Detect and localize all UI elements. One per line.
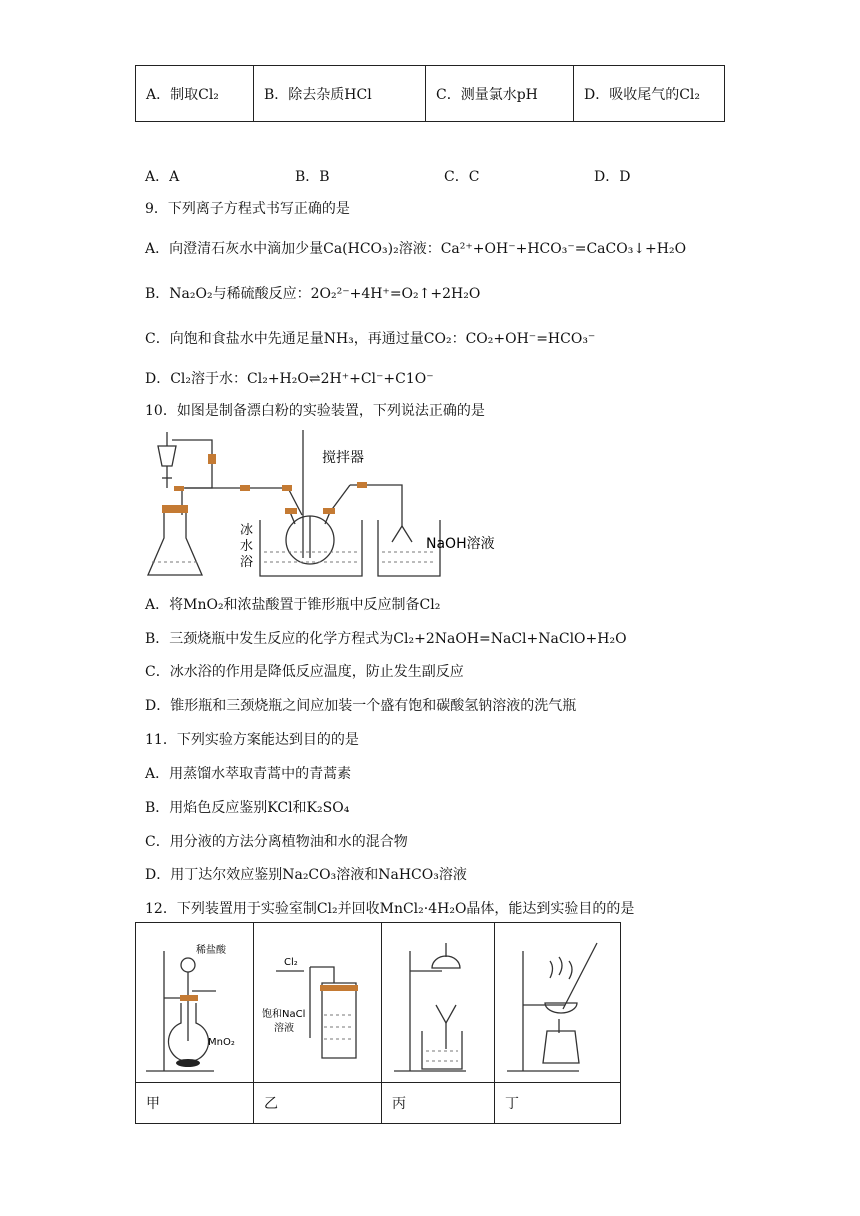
q8-option-table <box>135 65 725 122</box>
q10-option-c[interactable]: C．冰水浴的作用是降低反应温度，防止发生副反应 <box>145 664 464 680</box>
q11-option-d[interactable]: D．用丁达尔效应鉴别Na₂CO₃溶液和NaHCO₃溶液 <box>145 867 467 883</box>
gas-washing-bottle-figure <box>254 923 381 1078</box>
q12-apparatus-table <box>135 922 621 1124</box>
ice-bath-label-2: 水 <box>240 539 254 554</box>
apparatus-ding-cell <box>495 923 621 1083</box>
label-yi: 乙 <box>254 1083 382 1124</box>
label-jia: 甲 <box>136 1083 254 1124</box>
solution-label: 溶液 <box>274 1023 294 1034</box>
label-ding: 丁 <box>495 1083 621 1124</box>
q11-option-a[interactable]: A．用蒸馏水萃取青蒿中的青蒿素 <box>145 766 352 782</box>
bleach-apparatus-figure <box>140 430 530 585</box>
cl2-label: Cl₂ <box>284 957 298 968</box>
chlorine-generator-figure <box>136 923 253 1078</box>
q11-option-b[interactable]: B．用焰色反应鉴别KCl和K₂SO₄ <box>145 800 350 816</box>
q8-cell-d: D．吸收尾气的Cl₂ <box>574 66 725 122</box>
q8-option-b[interactable]: B．B <box>295 169 330 185</box>
mno2-label: MnO₂ <box>208 1037 235 1048</box>
stirrer-label: 搅拌器 <box>322 450 364 466</box>
q9-option-d[interactable]: D．Cl₂溶于水：Cl₂+H₂O⇌2H⁺+Cl⁻+C1O⁻ <box>145 371 434 387</box>
q11-stem: 11．下列实验方案能达到目的的是 <box>145 732 359 748</box>
evaporation-figure <box>495 923 620 1078</box>
filtration-figure <box>382 923 494 1078</box>
apparatus-jia-cell <box>136 923 254 1083</box>
saturated-nacl-label: 饱和NaCl <box>262 1009 306 1020</box>
q9-stem: 9．下列离子方程式书写正确的是 <box>145 201 350 217</box>
apparatus-yi-cell <box>254 923 382 1083</box>
ice-bath-label-1: 冰 <box>240 523 254 538</box>
q8-option-d[interactable]: D．D <box>594 169 631 185</box>
q8-cell-a: A．制取Cl₂ <box>136 66 254 122</box>
apparatus-bing-cell <box>382 923 495 1083</box>
ice-bath-label-3: 浴 <box>240 555 254 570</box>
dilute-hcl-label: 稀盐酸 <box>196 945 226 956</box>
q8-cell-c: C．测量氯水pH <box>426 66 574 122</box>
label-bing: 丙 <box>382 1083 495 1124</box>
q10-option-b[interactable]: B．三颈烧瓶中发生反应的化学方程式为Cl₂+2NaOH=NaCl+NaClO+H₂O <box>145 631 627 647</box>
q8-option-c[interactable]: C．C <box>444 169 480 185</box>
q8-option-a[interactable]: A．A <box>145 169 180 185</box>
q11-option-c[interactable]: C．用分液的方法分离植物油和水的混合物 <box>145 834 408 850</box>
q8-cell-b: B．除去杂质HCl <box>254 66 426 122</box>
q10-option-a[interactable]: A．将MnO₂和浓盐酸置于锥形瓶中反应制备Cl₂ <box>145 597 441 613</box>
q9-option-b[interactable]: B．Na₂O₂与稀硫酸反应：2O₂²⁻+4H⁺=O₂↑+2H₂O <box>145 286 481 302</box>
q12-stem: 12．下列装置用于实验室制Cl₂并回收MnCl₂·4H₂O晶体，能达到实验目的的是 <box>145 901 635 917</box>
q10-option-d[interactable]: D．锥形瓶和三颈烧瓶之间应加装一个盛有饱和碳酸氢钠溶液的洗气瓶 <box>145 698 577 714</box>
q9-option-c[interactable]: C．向饱和食盐水中先通足量NH₃，再通过量CO₂：CO₂+OH⁻=HCO₃⁻ <box>145 331 596 347</box>
naoh-label: NaOH溶液 <box>426 536 495 552</box>
q9-option-a[interactable]: A．向澄清石灰水中滴加少量Ca(HCO₃)₂溶液：Ca²⁺+OH⁻+HCO₃⁻=CaCO₃↓+H₂O <box>145 241 687 257</box>
q10-stem: 10．如图是制备漂白粉的实验装置，下列说法正确的是 <box>145 403 485 419</box>
